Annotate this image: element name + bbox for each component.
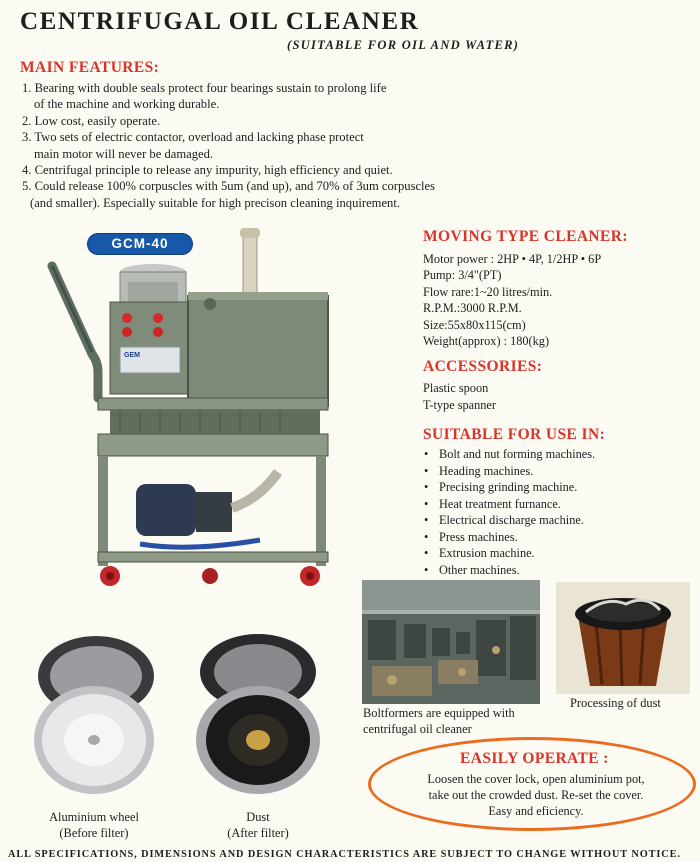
moving-type-specs xyxy=(423,251,601,349)
spec-motor-power: Motor power : 2HP • 4P, 1/2HP • 6P xyxy=(423,252,602,266)
list-item: • Press machines. xyxy=(424,529,595,546)
main-features-list xyxy=(22,80,542,211)
feature-item xyxy=(22,113,542,129)
feature-item xyxy=(22,80,542,113)
page-title: CENTRIFUGAL OIL CLEANER xyxy=(20,8,420,35)
accessory-item: Plastic spoon xyxy=(423,381,489,395)
easily-operate-line: Loosen the cover lock, open aluminium pot, xyxy=(427,772,645,786)
factory-boltformers-photo xyxy=(362,580,540,704)
main-features-heading: MAIN FEATURES: xyxy=(20,59,160,76)
caption-line: (Before filter) xyxy=(59,825,129,840)
easily-operate-text xyxy=(380,771,692,819)
accessory-item: T-type spanner xyxy=(423,398,496,412)
feature-item xyxy=(22,162,542,178)
model-badge: GCM-40 xyxy=(88,234,192,254)
list-item: • Heat treatment furnance. xyxy=(424,496,595,513)
feature-line-cont: main motor will never be damaged. xyxy=(34,146,214,161)
spec-size: Size:55x80x115(cm) xyxy=(423,317,526,332)
aluminium-wheel-photo xyxy=(30,628,158,800)
feature-line: 2. Low cost, easily operate. xyxy=(22,113,161,128)
factory-caption xyxy=(363,706,515,737)
dust-processing-photo xyxy=(556,582,690,694)
dust-wheel-photo xyxy=(190,628,326,800)
feature-line: 5. Could release 100% corpuscles with 5um (and up), and 70% of 3um corpuscles xyxy=(22,179,436,194)
machine-brand-label: GEM xyxy=(124,352,140,359)
feature-line-cont: (and smaller). Especially suitable for high precison cleaning inquirement. xyxy=(30,195,400,210)
spec-weight: Weight(approx) : 180(kg) xyxy=(423,334,550,349)
list-item: • Precising grinding machine. xyxy=(424,479,595,496)
suitable-heading: SUITABLE FOR USE IN: xyxy=(423,426,606,443)
accessories-heading: ACCESSORIES: xyxy=(423,358,543,375)
easily-operate-line: take out the crowded dust. Re-set the cover. xyxy=(428,788,644,802)
feature-line-cont: of the machine and working durable. xyxy=(34,97,220,112)
list-item: • Heading machines. xyxy=(424,463,595,480)
list-item: • Bolt and nut forming machines. xyxy=(424,446,595,463)
caption-line: Aluminium wheel xyxy=(49,810,139,824)
feature-line: 4. Centrifugal principle to release any impurity, high efficiency and quiet. xyxy=(22,163,393,178)
feature-line: 3. Two sets of electric contactor, overload and lacking phase protect xyxy=(22,130,364,145)
accessories-list xyxy=(423,380,496,414)
centrifugal-cleaner-machine-photo xyxy=(40,222,340,602)
list-item: • Other machines. xyxy=(424,562,595,579)
spec-rpm: R.P.M.:3000 R.P.M. xyxy=(423,301,522,316)
list-item: • Electrical discharge machine. xyxy=(424,512,595,529)
caption-line: centrifugal oil cleaner xyxy=(363,721,472,736)
list-item: • Extrusion machine. xyxy=(424,545,595,562)
easily-operate-line: Easy and eficiency. xyxy=(488,804,584,818)
dust-caption xyxy=(208,810,308,841)
spec-pump: Pump: 3/4"(PT) xyxy=(423,268,502,283)
dust-process-caption: Processing of dust xyxy=(570,696,661,710)
caption-line: Boltformers are equipped with xyxy=(363,706,515,720)
spec-flow-rate: Flow rare:1~20 litres/min. xyxy=(423,284,553,299)
wheel-caption xyxy=(42,810,146,841)
suitable-list xyxy=(424,446,595,578)
easily-operate-heading: EASILY OPERATE : xyxy=(460,750,609,767)
page-subtitle: (SUITABLE FOR OIL AND WATER) xyxy=(287,38,520,52)
feature-line: 1. Bearing with double seals protect four bearings sustain to prolong life xyxy=(22,81,387,95)
footer-disclaimer: ALL SPECIFICATIONS, DIMENSIONS AND DESIGN CHARACTERISTICS ARE SUBJECT TO CHANGE WITHOUT NOTICE. xyxy=(8,849,681,860)
caption-line: (After filter) xyxy=(227,825,289,840)
caption-line: Dust xyxy=(246,810,270,824)
feature-item xyxy=(22,129,542,162)
moving-type-heading: MOVING TYPE CLEANER: xyxy=(423,228,628,245)
feature-item xyxy=(22,178,542,211)
